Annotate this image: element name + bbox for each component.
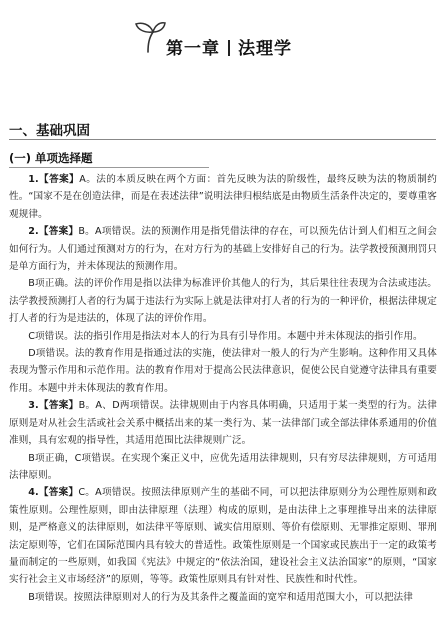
paragraph-text: B。A项错误。法的预测作用是指凭借法律的存在，可以预先估计到人们相互之间会如何行为。人们通过预测对方的行为，在对方行为的基础上安排好自己的行为。法学教授预测刑罚只是单方面行为，并未体现法的预测作用。 [9, 226, 438, 273]
paragraph-text: B。A、D两项错误。法律规则由于内容具体明确，只适用于某一类型的行为。法律原则是对从社会生活或社会关系中概括出来的某一类行为、某一法律部门或全部法律体系通用的价值准则，具有宏观的指导性，其适用范围比法律规则广泛。 [9, 400, 437, 447]
paragraph [9, 450, 437, 485]
answer-label: 2.【答案】 [28, 226, 79, 238]
paragraph [9, 589, 437, 606]
answer-content [9, 171, 437, 606]
sprout-icon [128, 16, 168, 56]
chapter-title [166, 34, 292, 59]
paragraph [9, 484, 437, 588]
paragraph-text: B项正确，C项错误。在实现个案正义中，应优先适用法律规则，只有穷尽法律规则，方可适用法律原则。 [9, 452, 437, 481]
paragraph-text: B项错误。按照法律原则对人的行为及其条件之覆盖面的宽窄和适用范围大小，可以把法律 [28, 591, 413, 603]
subsection-title: (一) 单项选择题 [9, 151, 93, 165]
paragraph [9, 397, 437, 449]
paragraph-text: B项正确。法的评价作用是指以法律为标准评价其他人的行为，其后果往往表现为合法或违法。法学教授预测打人者的行为属于违法行为实际上就是法律对打人者的行为的一种评价，根据法律规定打人者的行为是违法的，体现了法的评价作用。 [9, 278, 437, 325]
answer-label: 4.【答案】 [28, 487, 79, 499]
paragraph-text: D项错误。法的教育作用是指通过法的实施，使法律对一般人的行为产生影响。这种作用又具体表现为警示作用和示范作用。法的教育作用对于提高公民法律意识，促使公民自觉遵守法律具有重要作用。本题中并未体现法的教育作用。 [9, 348, 437, 394]
chapter-name: 法理学 [238, 39, 292, 59]
paragraph [9, 328, 437, 345]
paragraph-text: A。法的本质反映在两个方面：首先反映为法的阶级性，最终反映为法的物质制约性。“国家不是在创造法律，而是在表述法律”说明法律归根结底是由物质生活条件决定的，要尊重客观规律。 [9, 174, 437, 220]
paragraph [9, 275, 437, 327]
subsection-divider [9, 167, 209, 168]
paragraph-text: C项错误。法的指引作用是指法对本人的行为具有引导作用。本题中并未体现法的指引作用。 [28, 330, 423, 342]
answer-label: 1.【答案】 [28, 174, 80, 185]
section-divider [9, 139, 436, 140]
paragraph [9, 171, 437, 223]
paragraph-text: C。A项错误。按照法律原则产生的基础不同，可以把法律原则分为公理性原则和政策性原则。公理性原则，即由法律原理（法理）构成的原则，是由法律上之事理推导出来的法律原则，是严格意义的法律原则，如法律平等原则、诚实信用原则、等价有偿原则、无罪推定原则、罪刑法定原则等，它们在国际范围内具有较大的普适性。政策性原则是一个国家或民族出于一定的政策考量而制定的一些原则，如我国《宪法》中规定的“依法治国，建设社会主义法治国家”的原则，“国家实行社会主义市场经济”的原则，等等。政策性原则具有针对性、民族性和时代性。 [9, 487, 437, 586]
paragraph [9, 223, 437, 275]
paragraph [9, 345, 437, 397]
chapter-header [0, 14, 445, 66]
chapter-number: 第一章 [166, 39, 220, 59]
answer-label: 3.【答案】 [28, 400, 79, 412]
section-title: 一、基础巩固 [9, 123, 90, 139]
title-separator [228, 40, 230, 56]
